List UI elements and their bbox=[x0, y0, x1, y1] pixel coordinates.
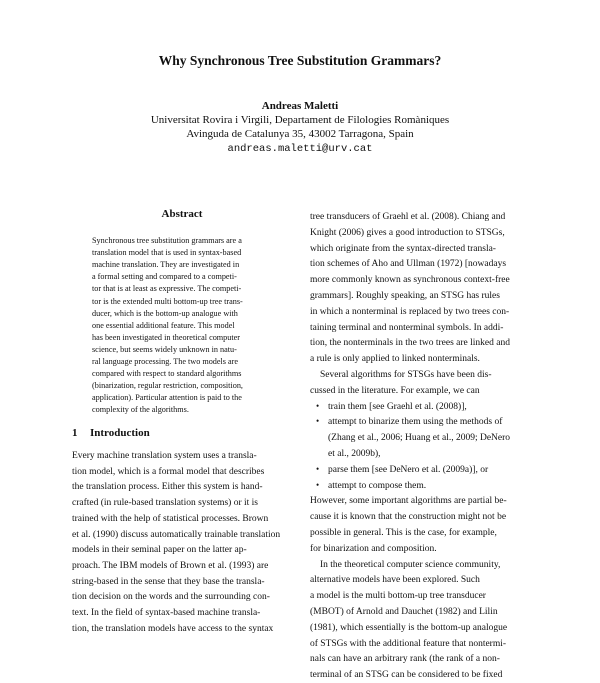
affiliation-line: Universitat Rovira i Virgili, Departament de Filologies Romàniques bbox=[150, 114, 450, 126]
abstract-line: (binarization, regular restriction, composition, bbox=[92, 381, 243, 391]
body-line: nals can have an arbitrary rank (the rank of a non- bbox=[310, 654, 500, 665]
bullet-item-line: et al., 2009b), bbox=[328, 449, 381, 459]
abstract-line: tor is the extended multi bottom-up tree trans- bbox=[92, 296, 243, 306]
body-line: tree transducers of Graehl et al. (2008). Chiang and bbox=[310, 212, 506, 222]
body-line: Every machine translation system uses a transla- bbox=[72, 451, 257, 461]
abstract-heading: Abstract bbox=[161, 208, 203, 220]
body-line: tion model, which is a formal model that describes bbox=[72, 466, 265, 477]
abstract-line: ducer, which is the bottom-up analogue with bbox=[92, 308, 238, 318]
bullet-item-line: attempt to compose them. bbox=[328, 480, 427, 491]
abstract-line: ral language processing. The two models are bbox=[92, 357, 239, 366]
abstract-line: one essential additional feature. This model bbox=[92, 320, 235, 330]
body-line: grammars]. Roughly speaking, an STSG has rules bbox=[310, 291, 500, 301]
body-line: the translation process. Either this system is hand- bbox=[72, 482, 263, 493]
bullet-icon: • bbox=[316, 463, 320, 474]
body-line: However, some important algorithms are partial be- bbox=[310, 496, 507, 507]
body-line: tion, the translation models have access to the syntax bbox=[72, 623, 274, 634]
body-line: more commonly known as synchronous context-free bbox=[310, 275, 510, 286]
section-title: Introduction bbox=[90, 427, 150, 439]
body-line: for binarization and composition. bbox=[310, 543, 437, 554]
bullet-item-line: (Zhang et al., 2006; Huang et al., 2009; DeNero bbox=[328, 433, 511, 444]
body-line: (MBOT) of Arnold and Dauchet (1982) and Lilin bbox=[310, 607, 498, 617]
author-email: andreas.maletti@urv.cat bbox=[227, 143, 373, 155]
body-line: tion, the nonterminals in the two trees are linked and bbox=[310, 338, 510, 349]
body-line: trained with the help of statistical processes. Brown bbox=[72, 513, 269, 524]
bullet-icon: • bbox=[316, 479, 320, 490]
body-line: a rule is only applied to linked nonterminals. bbox=[310, 354, 480, 365]
abstract-line: a formal setting and compared to a competi- bbox=[92, 272, 237, 282]
author-name: Andreas Maletti bbox=[261, 100, 339, 112]
body-line: possible in general. This is the case, for example, bbox=[310, 528, 497, 538]
body-line: tion decision on the words and the surrounding con- bbox=[72, 592, 270, 603]
body-line: of STSGs with the additional feature that nontermi- bbox=[310, 638, 507, 649]
bullet-icon: • bbox=[316, 416, 320, 427]
body-line: cause it is known that the construction might not be bbox=[310, 512, 507, 523]
section-heading-introduction bbox=[72, 427, 150, 439]
paper-title: Why Synchronous Tree Substitution Grammars? bbox=[158, 53, 442, 68]
abstract-line: Synchronous tree substitution grammars are a bbox=[92, 236, 242, 245]
body-line: string-based in the sense that they base the transla- bbox=[72, 576, 265, 587]
body-line: models in their seminal paper on the latter ap- bbox=[72, 545, 247, 556]
abstract-line: translation model that is used in syntax-based bbox=[92, 248, 242, 258]
section-number: 1 bbox=[72, 427, 78, 439]
abstract-line: compared with respect to standard algorithms bbox=[92, 369, 242, 379]
body-line: cussed in the literature. For example, we can bbox=[310, 385, 480, 396]
abstract-line: complexity of the algorithms. bbox=[92, 405, 189, 415]
address-line: Avinguda de Catalunya 35, 43002 Tarragona, Spain bbox=[186, 128, 414, 140]
body-line: which originate from the syntax-directed transla- bbox=[310, 243, 496, 254]
body-line: crafted (in rule-based translation systems) or it is bbox=[72, 498, 258, 509]
body-line: a model is the multi bottom-up tree transducer bbox=[310, 591, 486, 602]
abstract-line: science, but seems widely unknown in natu- bbox=[92, 344, 237, 354]
bullet-item-line: train them [see Graehl et al. (2008)], bbox=[328, 401, 467, 412]
body-line: Knight (2006) gives a good introduction to STSGs, bbox=[310, 227, 505, 238]
abstract-line: machine translation. They are investigated in bbox=[92, 260, 240, 270]
body-line: Several algorithms for STSGs have been dis- bbox=[320, 370, 492, 380]
body-line: proach. The IBM models of Brown et al. (1993) are bbox=[72, 560, 269, 571]
body-line: (1981), which essentially is the bottom-up analogue bbox=[310, 622, 508, 633]
body-line: alternative models have been explored. Such bbox=[310, 575, 480, 586]
body-line: taining terminal and nonterminal symbols. In addi- bbox=[310, 322, 504, 333]
body-line: tion schemes of Aho and Ullman (1972) [nowadays bbox=[310, 259, 507, 270]
abstract-line: application). Particular attention is paid to the bbox=[92, 393, 242, 403]
bullet-icon: • bbox=[316, 400, 320, 411]
bullet-item-line: parse them [see DeNero et al. (2009a)], or bbox=[328, 464, 489, 475]
body-line: terminal of an STSG can be considered to be fixed bbox=[310, 670, 503, 681]
body-line: et al. (1990) discuss automatically trainable translation bbox=[72, 529, 281, 540]
body-line: text. In the field of syntax-based machine transla- bbox=[72, 608, 261, 618]
abstract-line: has been investigated in theoretical computer bbox=[92, 332, 241, 342]
body-line: In the theoretical computer science community, bbox=[320, 559, 501, 570]
abstract-line: tor that is at least as expressive. The competi- bbox=[92, 284, 242, 294]
bullet-item-line: attempt to binarize them using the methods of bbox=[328, 417, 503, 428]
body-line: in which a nonterminal is replaced by two trees con- bbox=[310, 306, 510, 317]
